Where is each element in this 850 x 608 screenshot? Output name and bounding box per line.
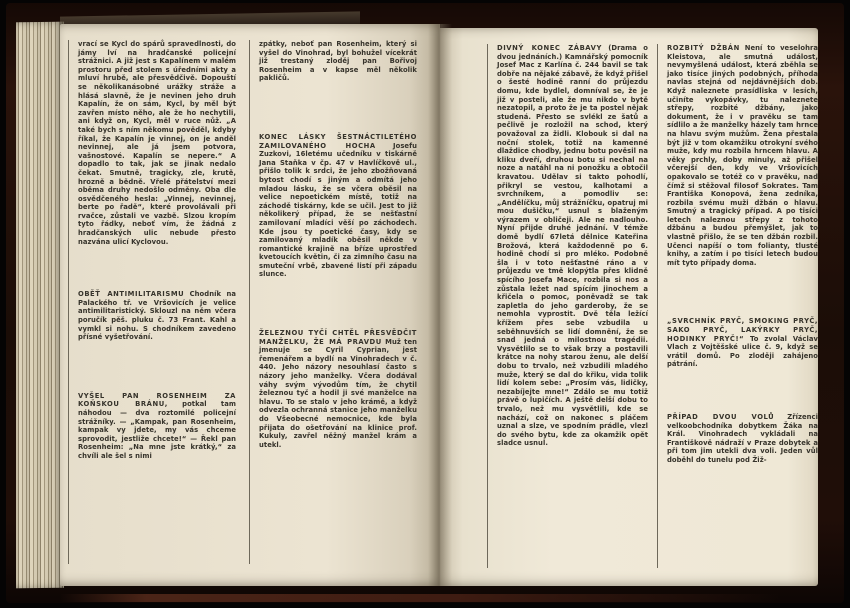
right-column-2 bbox=[657, 44, 818, 568]
story-body: Chodník na Palackého tř. ve Vršovicích je velice antimilitaristický. Sklouzl na něm včera poručík pěš. pluku č. 73 Frant. Kahl a vymkl si nohu. S chodníkem zavedeno přísné vyšetřování. bbox=[78, 290, 236, 342]
left-page-columns bbox=[60, 24, 440, 564]
right-page bbox=[440, 28, 818, 586]
story-rozbity-dzban bbox=[667, 44, 818, 267]
story-heading: OBĚŤ ANTIMILITARISMU bbox=[78, 290, 185, 299]
story-svrchnik-pryc bbox=[667, 317, 818, 369]
story-body: To zvolal Václav Vlach z Vojtěšské ulice č. 9, když se vrátil domů. Po zloději zahájeno pátrání. bbox=[667, 334, 818, 369]
story-continuation bbox=[78, 40, 236, 246]
story-pripad-dvou-volu bbox=[667, 413, 818, 465]
book-cover-bottom-edge bbox=[60, 594, 780, 602]
story-body: vrací se Kycl do spárů spravedlnosti, do jámy lví na hradčanské policejní strážnici. A již jest s Kapalínem v malém prostoru před stolem s úředními akty a mluví hrubě, ale přesvědčivě. Dopouští se několikanásobné urážky stráže a hlásá slavně, že je nevinen jeho druh Kapalín, že on sám, Kycl, by měl být zavřen místo něho, ale že ho nechytili, ani když on, Kycl, měl v ruce nůž. „A také bych s ním někomu pověděl, kdyby říkal, že Kapalín je vinnej, on je anděl nevinnej, ale já jsem potvora, vašnostové. Kapalín se nepere.“ A dopadlo to tak, jak se jinak nedalo čekat. Smutně, tragicky, zle, krutě, hrozně a bědně. Vřelé přátelství mezi oběma druhy nedošlo odměny. Oba dle osvědčeného hesla: „Vinnej, nevinnej, berte po řadě“, které provolávali při rvačce, zůstali ve vazbě. Slzou kropím tyto řádky, neboť vím, že žádná z hradčanských ulic nebude přesto nazvána ulicí Kyclovou. bbox=[78, 40, 236, 246]
story-body: Zřízenci velkoobchodníka dobytkem Žáka na Král. Vinohradech vykládali na Františkově nádraží v Praze dobytek a při tom jim utekli dva voli. Jeden vůl doběhl do tunelu pod Žiž- bbox=[667, 413, 818, 464]
story-heading: ŽELEZNOU TYČÍ CHTĚL PŘESVĚDČIT MANŽELKU, ŽE MÁ PRAVDU bbox=[259, 329, 417, 346]
right-column-1 bbox=[487, 44, 648, 568]
story-vysel-pan-rosenheim bbox=[78, 392, 236, 461]
story-heading: DIVNÝ KONEC ZÁBAVY bbox=[497, 44, 602, 52]
story-body: Josefu Zuzkovi, 16letému učedníku v tiskárně Jana Staňka v čp. 47 v Havlíčkově ul., přišlo tolik k srdci, že jeho zbožňovaná bytost chodí s jiným a odmítá jeho mladou lásku, že se včera oběsil na velice nepoetickém místě, totiž na záchodě tiskárny, kde se učil. Jest to již několikerý případ, že se nešťastní zamilovaní mladíci věší po záchodech. Kde jsou ty poetické časy, kdy se zamilovaný mladík oběsil někde v romantické krajině na bříze uprostřed kvetoucích květin, či za zimního času na smuteční vrbě, zbavené listí při západu slunce. bbox=[259, 141, 417, 279]
story-body: zpátky, neboť pan Rosenheim, který si vyšel do Vinohrad, byl bohužel vícekrát již trestaný zloděj pan Bořivoj Rosenheim a v kapse měl několik pakličů. bbox=[259, 40, 417, 83]
story-continuation bbox=[259, 40, 417, 83]
left-column-1 bbox=[68, 40, 236, 564]
left-page bbox=[60, 24, 440, 586]
story-body: (Drama o dvou jednáních.) Kamnářský pomocník Josef Mac z Karlína č. 244 bavil se tak dobře na nějaké zábavě, že když přišel o šesté hodině ranní do průjezdu domu, kde bydlel, domníval se, že je již v posteli, ale že mu nikdo v bytě nezatopil, a proto že je ta postel nějak studená. Přesto se svlékl ze šatů a pečlivě je rozložil na schod, který považoval za židli. Klobouk si dal na noční stolek, totiž na kamenné dlaždice chodby, jednu botu pověsil na kliku dveří, druhou botu si nechal na noze a natáhl na ni ponožku a obtočil kravatou. Udělav si takto pohodlí, přikryl se vestou, kalhotami a svrchníkem, a pomodliv se: „Andělíčku, můj strážníčku, opatruj mi mou dušičku,“ usnul s blaženým výrazem v obličeji. Ale ne nadlouho. Nyní přijde druhé jednání. V témže domě bydlí 67letá dělnice Kateřina Brožová, která každodenně po 6. hodině chodí si pro mléko. Podobně šla i v toto nešťastné ráno a v průjezdu ve tmě klopýtla přes klidně spícího Josefa Mace, rozbila si nos a zůstala ležet nad spícím jinochem a křičela o pomoc, poněvadž se tak zapletla do jeho garderoby, že se nemohla vyprostit. Dvě těla ležící křížem přes sebe vzbudila u seběhnuvších se lidí domnění, že se snad jedná o milostnou tragédii. Vysvětlilo se to však brzy a postavili krátce na nohy starou ženu, ale delší dobu to trvalo, než vzbudili mladého muže, který se dal do křiku, vida tolik lidí kolem sebe: „Prosím vás, lidičky, nezabíjejte mne!“ Zdálo se mu totiž právě o lupičích. A ještě delší dobu to trvalo, než mu vysvětlili, kde se nachází, což on nakonec s pláčem uznal a slze, ve spodním prádle, vlezl do svého bytu, kde za okamžik opět sladce usnul. bbox=[497, 44, 648, 448]
page-edges-stack bbox=[16, 22, 64, 589]
story-obet-antimilitarismu bbox=[78, 290, 236, 342]
story-heading: KONEC LÁSKY ŠESTNÁCTILETÉHO ZAMILOVANÉHO HOCHA bbox=[259, 132, 417, 150]
story-heading: VYŠEL PAN ROSENHEIM ZA KOŇSKOU BRÁNU, bbox=[78, 391, 236, 409]
story-heading: PŘÍPAD DVOU VOLŮ bbox=[667, 413, 775, 421]
story-heading: ROZBITÝ DŽBÁN bbox=[667, 44, 740, 52]
story-body: Není to veselohra Kleistova, ale smutná událost, nevymyšlená událost, která zběhla se jako tisíce jiných podobných, příhoda navlas stejná od nejdávnějších dob. Když naleznete prasídliska v lesích, učiníte vykopávky, tu naleznete střepy, rozbité džbány, jako dokument, že i v pravěku se tam sídlilo a že manželky házely tam hrnce na hlavu svým mužům. Žena přestala být již v tom okamžiku otrokyní svého muže, kdy mu rozbila hrncem hlavu. A věky prchly, doby minuly, až přišel včerejší den, kdy ve Vršovicích opakovalo se totéž co v pravěku, nad čímž si stěžoval filosof Sokrates. Tam Františka Konopová, žena zedníka, rozbila svému muži džbán o hlavu. Smutný a tragický případ. A po tisíci letech naleznou střepy z tohoto džbánu a budou přemýšlet, jak to vlastně přišlo, že se ten džbán rozbil. Učenci napíší o tom folianty, tlusté knihy, a zatím i po tisíci letech budou mít tyto případy doma. bbox=[667, 44, 818, 267]
story-body: Muž ten jmenuje se Cyril Cyprian, jest řemenářem a bydlí na Vinohradech v č. 440. Jeho názory nesouhlasí často s názory jeho manželky. Včera dodával váhy svým vývodům tím, že chytil železnou tyč a hodil ji své manželce na hlavu. To se stalo v jeho krámě, a když odvezla ochranná stanice jeho manželku do Všeobecné nemocnice, kde byla přijata do ošetřování na klinice prof. Kukuly, zavřel něžný manžel krám a utekl. bbox=[259, 337, 418, 449]
story-body: potkal tam náhodou — dva roztomilé policejní strážníky. — „Kampak, pan Rosenheim, kampak vy jdete, my vás chceme sprovodit, jestliže chcete!“ — Řekl pan Rosenheim: „Na mne jste krátký,“ za chvíli ale šel s nimi bbox=[78, 400, 236, 460]
story-heading: „SVRCHNÍK PRYČ, SMOKING PRYČ, SAKO PRYČ, LAKÝRKY PRYČ, HODINKY PRYČ!“ bbox=[667, 317, 818, 343]
left-column-2 bbox=[249, 40, 417, 564]
story-zeleznou-tyci bbox=[259, 329, 417, 449]
story-divny-konec-zabavy bbox=[497, 44, 648, 448]
book-gutter-shadow bbox=[428, 24, 452, 586]
right-page-columns bbox=[440, 28, 818, 568]
story-konec-lasky bbox=[259, 133, 417, 279]
